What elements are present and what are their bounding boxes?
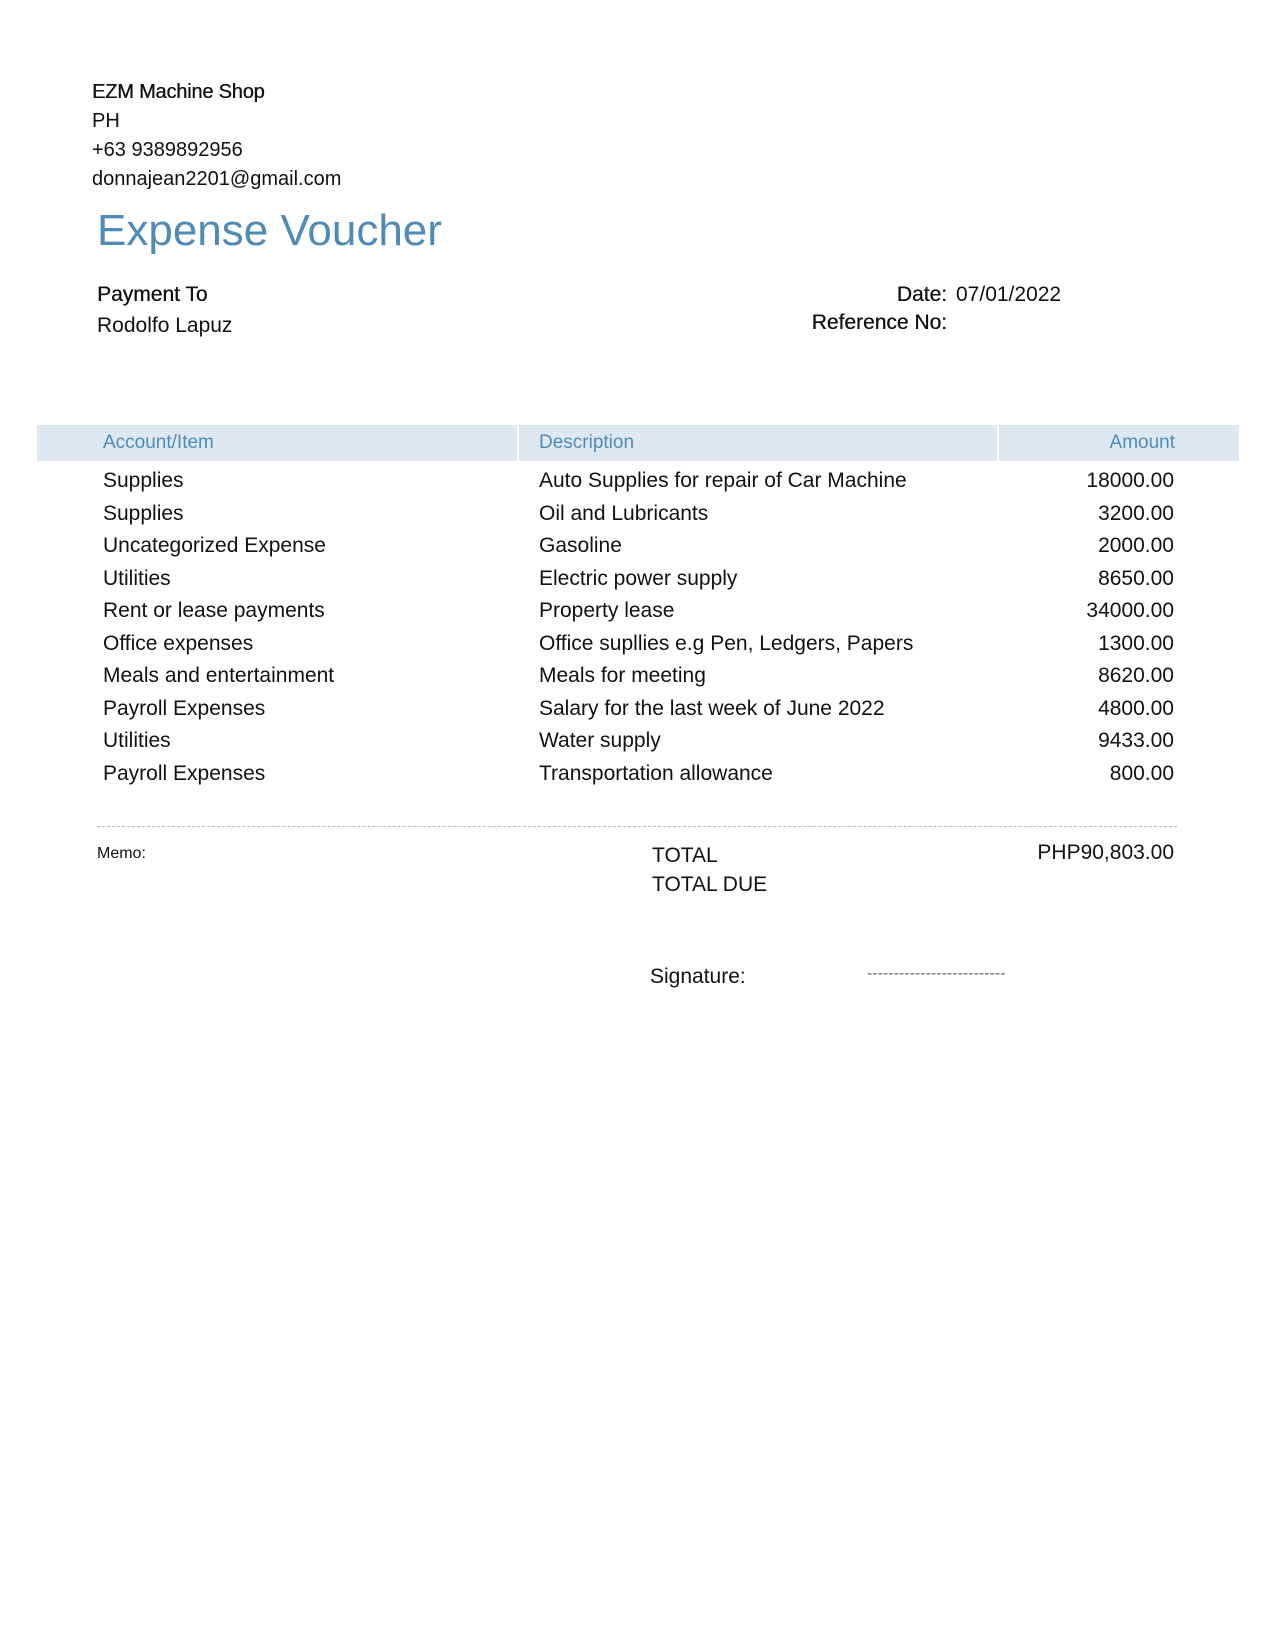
total-due-label: TOTAL DUE bbox=[652, 873, 768, 896]
memo-label: Memo: bbox=[97, 845, 146, 862]
table-row bbox=[0, 761, 1275, 794]
row-account: Utilities bbox=[103, 729, 171, 752]
totals-labels bbox=[652, 841, 767, 899]
total-value: PHP90,803.00 bbox=[1037, 841, 1174, 864]
header-separator bbox=[997, 425, 999, 461]
header-description: Description bbox=[539, 432, 635, 453]
table-header bbox=[37, 425, 1239, 461]
company-block bbox=[92, 78, 341, 194]
row-account: Utilities bbox=[103, 566, 171, 590]
table-row bbox=[0, 728, 1275, 761]
page-title: Expense Voucher bbox=[97, 206, 442, 255]
row-description: Transportation allowance bbox=[539, 761, 773, 785]
row-account: Meals and entertainment bbox=[103, 664, 335, 687]
row-amount: 8620.00 bbox=[1098, 664, 1174, 687]
table-row bbox=[0, 501, 1275, 534]
date-value: 07/01/2022 bbox=[956, 283, 1062, 306]
payee-name: Rodolfo Lapuz bbox=[97, 314, 233, 337]
header-amount: Amount bbox=[1109, 432, 1175, 453]
table-row bbox=[0, 631, 1275, 664]
row-description: Auto Supplies for repair of Car Machine bbox=[539, 469, 907, 492]
table-row bbox=[0, 663, 1275, 696]
row-description: Oil and Lubricants bbox=[539, 501, 709, 525]
table-row bbox=[0, 696, 1275, 729]
company-country: PH bbox=[92, 110, 120, 132]
table-row bbox=[0, 533, 1275, 566]
total-label: TOTAL bbox=[652, 844, 718, 867]
row-account: Office expenses bbox=[103, 631, 254, 655]
row-description: Electric power supply bbox=[539, 566, 738, 590]
company-phone: +63 9389892956 bbox=[92, 139, 243, 161]
header-separator bbox=[517, 425, 519, 461]
header-account: Account/Item bbox=[103, 432, 214, 453]
row-account: Supplies bbox=[103, 501, 184, 525]
table-row bbox=[0, 566, 1275, 599]
row-description: Salary for the last week of June 2022 bbox=[539, 696, 885, 720]
row-account: Payroll Expenses bbox=[103, 761, 266, 785]
expense-table bbox=[0, 468, 1275, 793]
row-amount: 18000.00 bbox=[1086, 469, 1174, 492]
row-description: Property lease bbox=[539, 599, 675, 622]
row-account: Uncategorized Expense bbox=[103, 534, 326, 557]
row-description: Gasoline bbox=[539, 534, 622, 557]
date-label: Date: bbox=[896, 283, 947, 306]
row-description: Water supply bbox=[539, 729, 661, 752]
company-name: EZM Machine Shop bbox=[92, 81, 265, 103]
company-email: donnajean2201@gmail.com bbox=[92, 168, 342, 190]
row-amount: 4800.00 bbox=[1098, 696, 1174, 720]
payment-to-label: Payment To bbox=[97, 283, 208, 306]
row-amount: 34000.00 bbox=[1086, 599, 1174, 622]
row-amount: 2000.00 bbox=[1098, 534, 1174, 557]
row-amount: 8650.00 bbox=[1098, 566, 1174, 590]
reference-label: Reference No: bbox=[811, 311, 947, 334]
row-amount: 3200.00 bbox=[1098, 501, 1174, 525]
signature-label: Signature: bbox=[650, 965, 746, 988]
row-account: Supplies bbox=[103, 469, 184, 492]
row-description: Meals for meeting bbox=[539, 664, 706, 687]
row-amount: 9433.00 bbox=[1098, 729, 1174, 752]
table-row bbox=[0, 468, 1275, 501]
row-description: Office supllies e.g Pen, Ledgers, Papers bbox=[539, 631, 914, 655]
row-amount: 800.00 bbox=[1109, 761, 1174, 785]
row-account: Rent or lease payments bbox=[103, 599, 325, 622]
row-amount: 1300.00 bbox=[1098, 631, 1174, 655]
table-row bbox=[0, 598, 1275, 631]
signature-line: -------------------------- bbox=[867, 965, 1006, 982]
row-account: Payroll Expenses bbox=[103, 696, 266, 720]
summary-divider bbox=[97, 826, 1177, 827]
